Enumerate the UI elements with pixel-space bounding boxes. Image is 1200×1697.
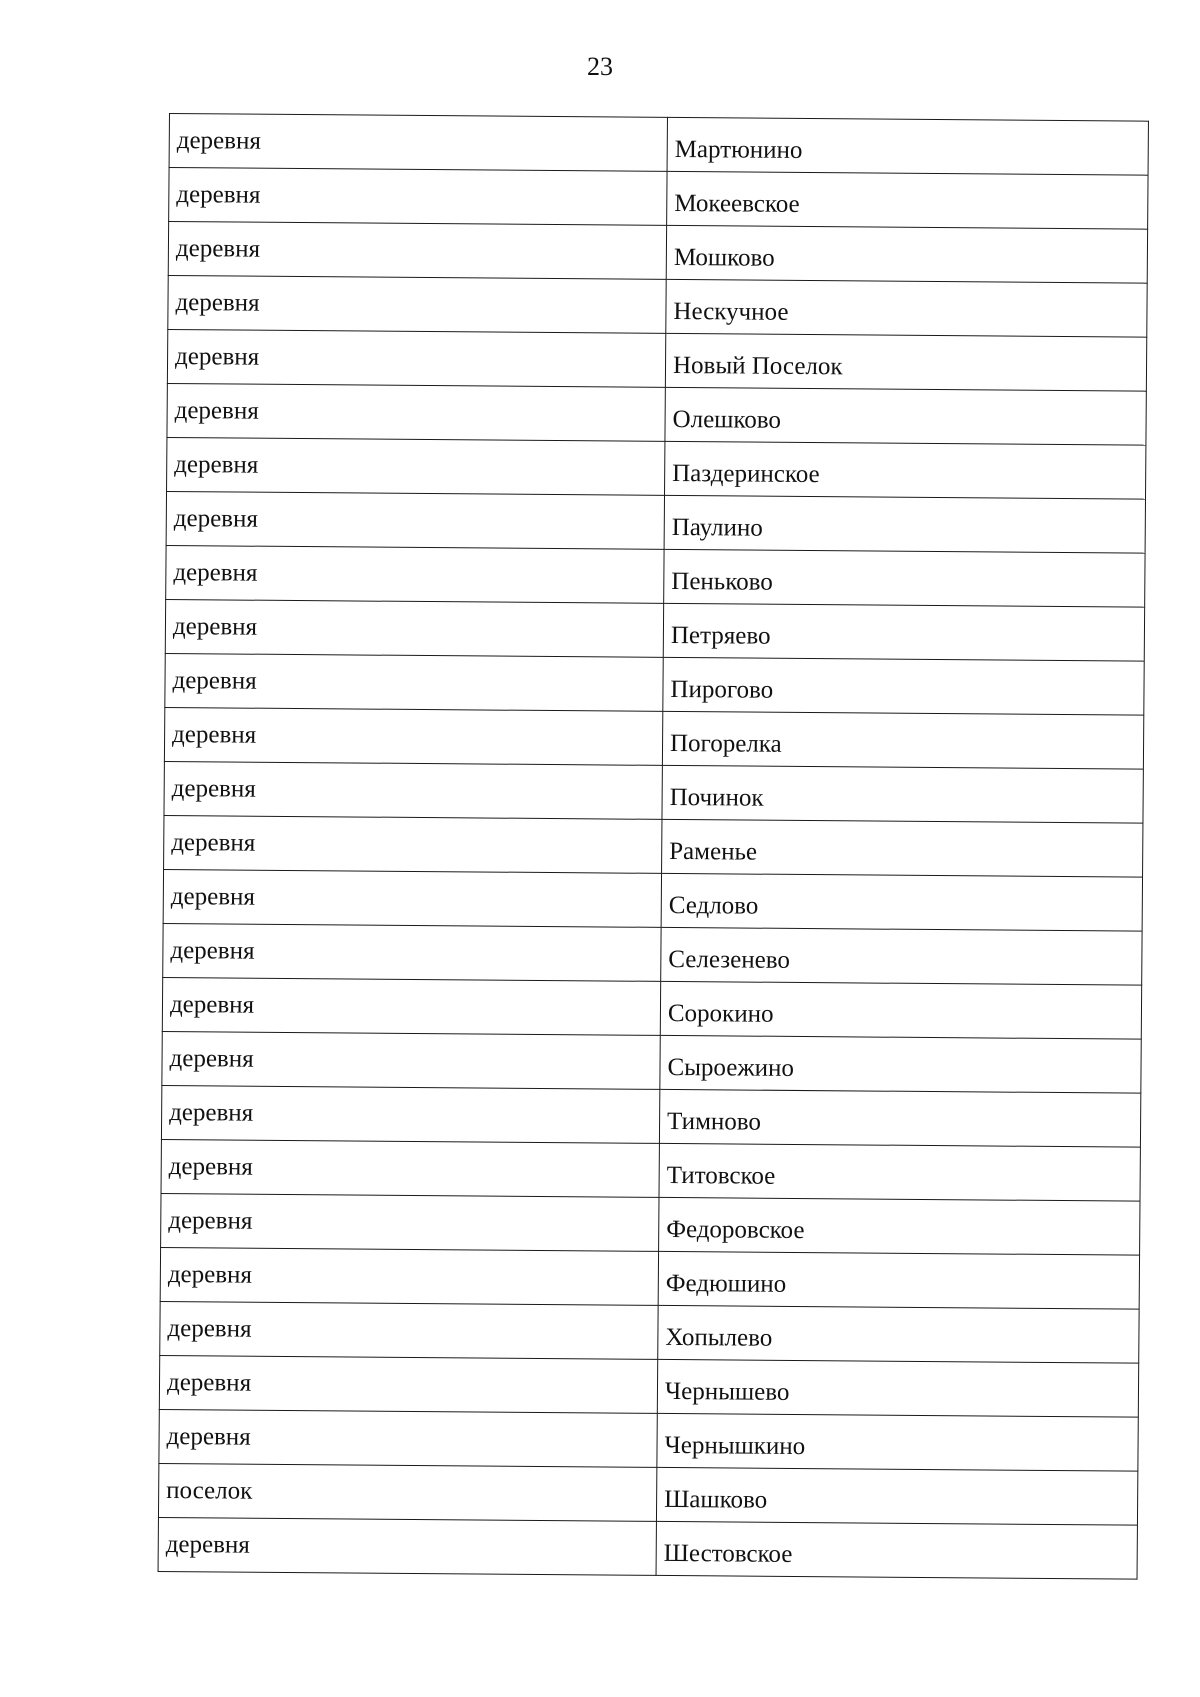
- settlement-name-cell: Шестовское: [656, 1521, 1137, 1579]
- table-row: [160, 1301, 1139, 1363]
- settlement-name-cell: Починок: [662, 765, 1143, 823]
- table-row: [159, 1409, 1138, 1471]
- table-row: [167, 437, 1146, 499]
- settlement-type-cell: деревня: [168, 222, 666, 280]
- settlement-name-cell: Седлово: [661, 873, 1142, 931]
- settlement-type-cell: деревня: [163, 869, 661, 927]
- table-row: [161, 1193, 1140, 1255]
- settlement-name-cell: Мокеевское: [667, 171, 1148, 229]
- table-row: [158, 1517, 1137, 1579]
- table-row: [167, 329, 1146, 391]
- table-row: [166, 491, 1145, 553]
- table-row: [169, 168, 1148, 230]
- settlement-name-cell: Паздеринское: [665, 441, 1146, 499]
- settlement-name-cell: Федоровское: [659, 1197, 1140, 1255]
- settlement-name-cell: Олешково: [665, 387, 1146, 445]
- settlement-name-cell: Мартюнино: [667, 117, 1148, 175]
- table-row: [159, 1355, 1138, 1417]
- settlement-name-cell: Раменье: [662, 819, 1143, 877]
- table-row: [165, 599, 1144, 661]
- settlement-type-cell: деревня: [165, 653, 663, 711]
- settlements-table: [158, 113, 1149, 1580]
- settlement-type-cell: деревня: [164, 815, 662, 873]
- settlement-type-cell: поселок: [158, 1463, 656, 1521]
- settlement-type-cell: деревня: [161, 1085, 659, 1143]
- table-row: [163, 923, 1142, 985]
- settlement-name-cell: Титовское: [659, 1143, 1140, 1201]
- table-row: [162, 1031, 1141, 1093]
- settlement-type-cell: деревня: [169, 168, 667, 226]
- settlement-type-cell: деревня: [166, 545, 664, 603]
- page-number: 23: [587, 52, 613, 81]
- settlement-type-cell: деревня: [160, 1301, 658, 1359]
- settlement-name-cell: Чернышево: [657, 1359, 1138, 1417]
- table-row: [160, 1247, 1139, 1309]
- settlement-name-cell: Пирогово: [663, 657, 1144, 715]
- table-row: [168, 222, 1147, 284]
- table-row: [162, 977, 1141, 1039]
- settlement-name-cell: Петряево: [663, 603, 1144, 661]
- settlement-type-cell: деревня: [162, 1031, 660, 1089]
- settlement-type-cell: деревня: [164, 707, 662, 765]
- settlement-name-cell: Нескучное: [666, 279, 1147, 337]
- table-row: [161, 1085, 1140, 1147]
- table-row: [164, 815, 1143, 877]
- settlement-type-cell: деревня: [166, 491, 664, 549]
- settlement-type-cell: деревня: [158, 1517, 656, 1575]
- settlement-type-cell: деревня: [167, 437, 665, 495]
- settlement-type-cell: деревня: [162, 977, 660, 1035]
- settlement-type-cell: деревня: [167, 383, 665, 441]
- settlement-type-cell: деревня: [165, 599, 663, 657]
- settlements-table-body: [158, 114, 1148, 1580]
- settlement-type-cell: деревня: [161, 1193, 659, 1251]
- settlement-type-cell: деревня: [168, 275, 666, 333]
- settlement-name-cell: Сыроежино: [660, 1035, 1141, 1093]
- settlement-type-cell: деревня: [159, 1409, 657, 1467]
- settlement-name-cell: Новый Поселок: [665, 333, 1146, 391]
- settlement-type-cell: деревня: [159, 1355, 657, 1413]
- settlement-name-cell: Федюшино: [658, 1251, 1139, 1309]
- table-row: [161, 1139, 1140, 1201]
- table-row: [166, 545, 1145, 607]
- settlement-type-cell: деревня: [167, 329, 665, 387]
- table-row: [163, 869, 1142, 931]
- table-row: [164, 761, 1143, 823]
- table-row: [169, 114, 1148, 176]
- settlement-name-cell: Паулино: [664, 495, 1145, 553]
- settlement-type-cell: деревня: [161, 1139, 659, 1197]
- table-row: [158, 1463, 1137, 1525]
- settlement-name-cell: Хопылево: [658, 1305, 1139, 1363]
- table-row: [164, 707, 1143, 769]
- table-row: [168, 275, 1147, 337]
- table-row: [165, 653, 1144, 715]
- settlement-name-cell: Погорелка: [662, 711, 1143, 769]
- table-row: [167, 383, 1146, 445]
- settlement-type-cell: деревня: [163, 923, 661, 981]
- settlement-type-cell: деревня: [160, 1247, 658, 1305]
- settlement-name-cell: Пеньково: [664, 549, 1145, 607]
- settlement-name-cell: Шашково: [656, 1467, 1137, 1525]
- settlement-type-cell: деревня: [164, 761, 662, 819]
- settlement-name-cell: Селезенево: [661, 927, 1142, 985]
- settlement-name-cell: Мошково: [666, 225, 1147, 283]
- settlement-name-cell: Чернышкино: [657, 1413, 1138, 1471]
- settlement-type-cell: деревня: [169, 114, 667, 172]
- settlement-name-cell: Тимново: [659, 1089, 1140, 1147]
- settlement-name-cell: Сорокино: [660, 981, 1141, 1039]
